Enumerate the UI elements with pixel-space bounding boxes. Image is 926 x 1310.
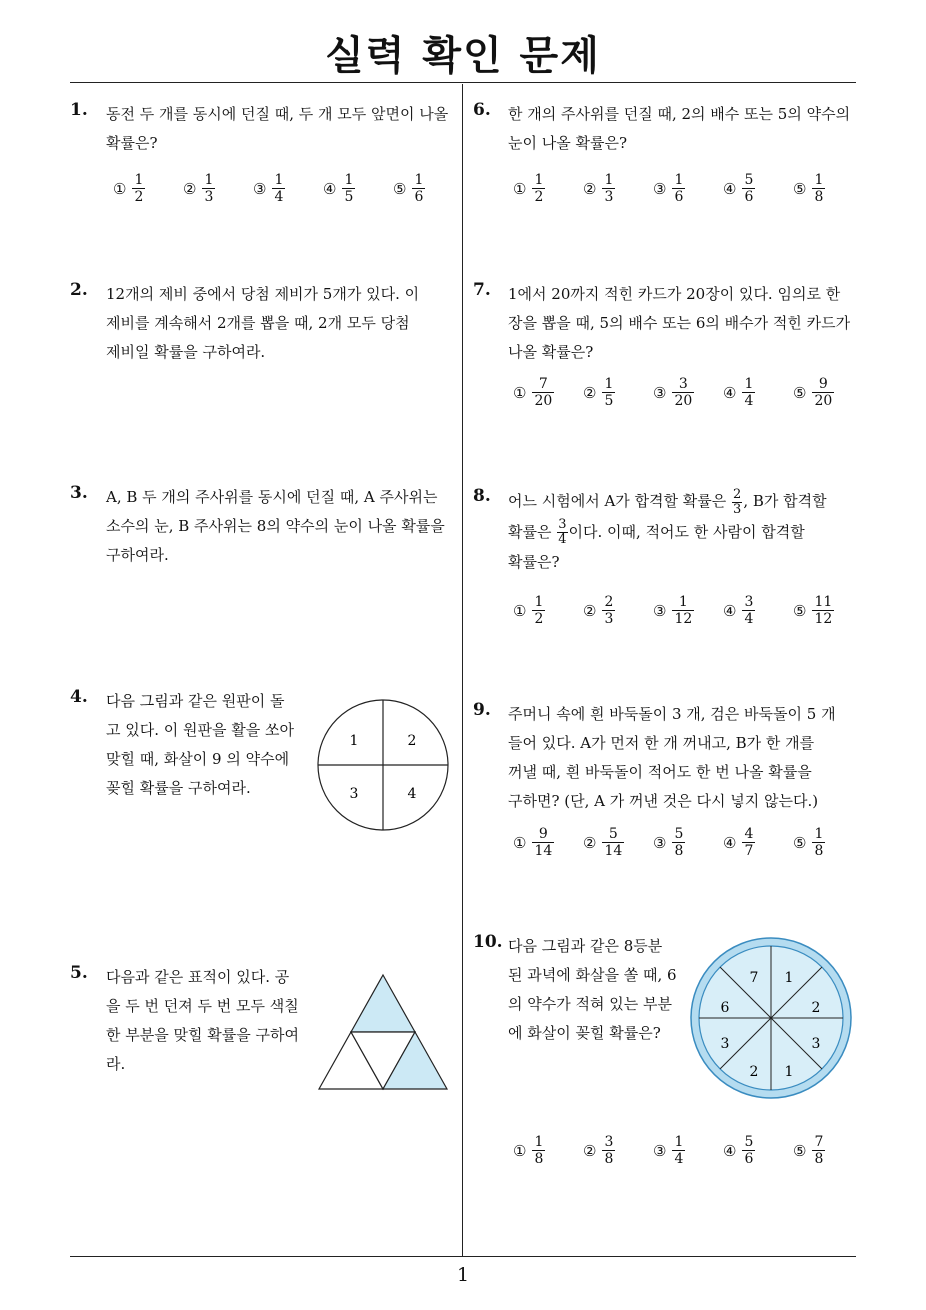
fraction-denominator: 3 <box>604 189 614 205</box>
fraction-numerator: 1 <box>678 594 688 610</box>
choice-fraction <box>532 376 554 409</box>
question-text: 12개의 제비 중에서 당첨 제비가 5개가 있다. 이 <box>106 285 420 303</box>
choice-marker: ① <box>113 179 127 198</box>
question-9 <box>473 700 863 816</box>
question-text: 어느 시험에서 A가 합격할 확률은 <box>508 492 732 510</box>
fraction-numerator: 7 <box>814 1134 824 1150</box>
fraction-numerator: 2 <box>604 594 614 610</box>
choice-fraction <box>532 826 554 859</box>
fraction-numerator: 5 <box>608 826 618 842</box>
choice-4[interactable] <box>723 172 755 205</box>
choice-marker: ⑤ <box>393 179 407 198</box>
choice-marker: ⑤ <box>793 601 807 620</box>
question-text: 한 부분을 맞힐 확률을 구하여 <box>106 1026 299 1044</box>
question-text: 1에서 20까지 적힌 카드가 20장이 있다. 임의로 한 <box>508 285 841 303</box>
fraction-numerator: 1 <box>534 594 544 610</box>
fraction-denominator: 2 <box>534 611 544 627</box>
choice-marker: ① <box>513 383 527 402</box>
choice-5[interactable] <box>793 594 834 627</box>
fraction-numerator: 9 <box>538 826 548 842</box>
fraction-numerator: 3 <box>604 1134 614 1150</box>
disc-label: 1 <box>349 733 359 749</box>
choice-3[interactable] <box>653 826 685 859</box>
choice-fraction <box>602 1134 615 1167</box>
choice-fraction <box>532 594 545 627</box>
choice-fraction <box>742 376 755 409</box>
choice-fraction <box>812 1134 825 1167</box>
choice-2[interactable] <box>583 594 615 627</box>
fraction-denominator: 4 <box>744 611 754 627</box>
choice-fraction <box>812 594 834 627</box>
choice-2[interactable] <box>583 376 615 409</box>
question-text: 된 과녁에 화살을 쏠 때, 6 <box>508 966 677 984</box>
choice-marker: ③ <box>253 179 267 198</box>
fraction-numerator: 5 <box>674 826 684 842</box>
choice-fraction <box>132 172 145 205</box>
question-text: 주머니 속에 흰 바둑돌이 3 개, 검은 바둑돌이 5 개 <box>508 705 836 723</box>
question-text: 을 두 번 던져 두 번 모두 색칠 <box>106 997 299 1015</box>
choice-1[interactable] <box>513 172 545 205</box>
fraction-numerator: 3 <box>678 376 688 392</box>
choice-2[interactable] <box>183 172 215 205</box>
choice-marker: ④ <box>723 179 737 198</box>
choice-fraction <box>602 594 615 627</box>
inline-fraction <box>557 518 567 547</box>
choice-fraction <box>672 594 694 627</box>
question-text: 다음 그림과 같은 8등분 <box>508 937 663 955</box>
question-text: 꽂힐 확률을 구하여라. <box>106 779 251 797</box>
fraction-numerator: 1 <box>274 172 284 188</box>
fraction-numerator: 5 <box>744 172 754 188</box>
fraction-numerator: 3 <box>744 594 754 610</box>
fraction-denominator: 6 <box>744 1151 754 1167</box>
choice-fraction <box>742 594 755 627</box>
fraction-numerator: 5 <box>744 1134 754 1150</box>
disc-figure <box>316 698 450 832</box>
fraction-numerator: 2 <box>733 486 742 502</box>
choice-fraction <box>532 1134 545 1167</box>
fraction-numerator: 1 <box>344 172 354 188</box>
question-text: 고 있다. 이 원판을 활을 쏘아 <box>106 721 294 739</box>
question-3 <box>70 483 458 570</box>
question-text: 맞힐 때, 화살이 9 의 약수에 <box>106 750 290 768</box>
fraction-denominator: 4 <box>744 393 754 409</box>
fraction-denominator: 14 <box>534 843 553 859</box>
question-number: 6. <box>473 100 491 120</box>
question-4 <box>70 687 310 803</box>
choice-4[interactable] <box>723 594 755 627</box>
choice-3[interactable] <box>653 1134 685 1167</box>
fraction-denominator: 3 <box>604 611 614 627</box>
choice-fraction <box>412 172 425 205</box>
choice-marker: ② <box>583 833 597 852</box>
choice-fraction <box>672 376 694 409</box>
fraction-denominator: 20 <box>814 393 833 409</box>
choice-3[interactable] <box>653 594 694 627</box>
choice-fraction <box>672 1134 685 1167</box>
choice-fraction <box>812 376 834 409</box>
question-number: 1. <box>70 100 88 120</box>
fraction-denominator: 3 <box>733 501 742 517</box>
choice-marker: ④ <box>723 833 737 852</box>
fraction-denominator: 4 <box>558 532 567 547</box>
question-7 <box>473 280 863 367</box>
choice-5[interactable] <box>793 172 825 205</box>
fraction-denominator: 2 <box>134 189 144 205</box>
fraction-numerator: 1 <box>414 172 424 188</box>
choice-fraction <box>532 172 545 205</box>
choice-marker: ② <box>583 383 597 402</box>
question-text: 다음 그림과 같은 원판이 돌 <box>106 692 285 710</box>
choice-4[interactable] <box>323 172 355 205</box>
choice-3[interactable] <box>653 172 685 205</box>
question-text: 확률은? <box>106 134 158 152</box>
question-text: 소수의 눈, B 주사위는 8의 약수의 눈이 나올 확률을 <box>106 517 445 535</box>
choice-1[interactable] <box>113 172 145 205</box>
choice-2[interactable] <box>583 172 615 205</box>
fraction-denominator: 4 <box>674 1151 684 1167</box>
dartboard-label: 3 <box>720 1036 730 1052</box>
question-text: 한 개의 주사위를 던질 때, 2의 배수 또는 5의 약수의 <box>508 105 851 123</box>
choice-fraction <box>812 172 825 205</box>
question-text: 확률은? <box>508 553 560 571</box>
fraction-numerator: 1 <box>534 1134 544 1150</box>
question-text: 눈이 나올 확률은? <box>508 134 628 152</box>
dartboard-label: 3 <box>811 1036 821 1052</box>
fraction-denominator: 3 <box>204 189 214 205</box>
fraction-numerator: 7 <box>538 376 548 392</box>
fraction-denominator: 20 <box>674 393 693 409</box>
fraction-denominator: 14 <box>604 843 623 859</box>
choice-fraction <box>742 172 755 205</box>
choice-marker: ① <box>513 1141 527 1160</box>
question-text: 동전 두 개를 동시에 던질 때, 두 개 모두 앞면이 나올 <box>106 105 449 123</box>
choice-1[interactable] <box>513 826 554 859</box>
question-text: 나올 확률은? <box>508 343 594 361</box>
page-title: 실력 확인 문제 <box>325 33 601 79</box>
choice-marker: ④ <box>723 1141 737 1160</box>
question-text-line-1 <box>508 486 863 517</box>
triangle-target-figure <box>314 972 452 1092</box>
choice-marker: ③ <box>653 179 667 198</box>
fraction-numerator: 1 <box>534 172 544 188</box>
fraction-numerator: 1 <box>674 172 684 188</box>
question-text: 들어 있다. A가 먼저 한 개 꺼내고, B가 한 개를 <box>508 734 815 752</box>
fraction-denominator: 12 <box>814 611 833 627</box>
fraction-denominator: 12 <box>674 611 693 627</box>
question-number: 2. <box>70 280 88 300</box>
question-text-line-2 <box>508 517 863 548</box>
question-text: 제비를 계속해서 2개를 뽑을 때, 2개 모두 당첨 <box>106 314 410 332</box>
question-6 <box>473 100 863 158</box>
disc-label: 4 <box>407 786 417 802</box>
question-text: 라. <box>106 1055 126 1073</box>
choice-marker: ① <box>513 833 527 852</box>
choice-4[interactable] <box>723 1134 755 1167</box>
question-text: 장을 뽑을 때, 5의 배수 또는 6의 배수가 적힌 카드가 <box>508 314 851 332</box>
choice-4[interactable] <box>723 376 755 409</box>
choice-5[interactable] <box>393 172 425 205</box>
dartboard-label: 1 <box>784 1064 794 1080</box>
page-number: 1 <box>456 1264 470 1286</box>
choice-3[interactable] <box>653 376 694 409</box>
dartboard-label: 2 <box>749 1064 759 1080</box>
choice-fraction <box>602 172 615 205</box>
question-number: 3. <box>70 483 88 503</box>
choice-marker: ② <box>583 1141 597 1160</box>
bottom-divider <box>70 1256 856 1257</box>
fraction-numerator: 1 <box>744 376 754 392</box>
disc-label: 2 <box>407 733 417 749</box>
choice-marker: ③ <box>653 383 667 402</box>
choice-fraction <box>742 826 755 859</box>
choice-fraction <box>672 826 685 859</box>
fraction-denominator: 5 <box>604 393 614 409</box>
choice-marker: ③ <box>653 601 667 620</box>
choice-fraction <box>812 826 825 859</box>
choice-fraction <box>272 172 285 205</box>
fraction-numerator: 1 <box>674 1134 684 1150</box>
fraction-denominator: 4 <box>274 189 284 205</box>
choice-marker: ⑤ <box>793 383 807 402</box>
question-text: A, B 두 개의 주사위를 동시에 던질 때, A 주사위는 <box>106 488 438 506</box>
question-8 <box>473 486 863 577</box>
question-text: 에 화살이 꽂힐 확률은? <box>508 1024 661 1042</box>
choice-fraction <box>672 172 685 205</box>
choice-marker: ① <box>513 179 527 198</box>
choice-1[interactable] <box>513 594 545 627</box>
choice-marker: ② <box>583 601 597 620</box>
fraction-denominator: 8 <box>604 1151 614 1167</box>
question-text: 꺼낼 때, 흰 바둑돌이 적어도 한 번 나올 확률을 <box>508 763 812 781</box>
question-number: 4. <box>70 687 88 707</box>
choice-marker: ⑤ <box>793 179 807 198</box>
choice-5[interactable] <box>793 826 825 859</box>
choice-marker: ③ <box>653 833 667 852</box>
question-text: 이다. 이때, 적어도 한 사람이 합격할 <box>568 522 805 541</box>
fraction-numerator: 1 <box>814 826 824 842</box>
choice-fraction <box>602 826 624 859</box>
choice-5[interactable] <box>793 376 834 409</box>
choice-marker: ④ <box>723 601 737 620</box>
question-number: 8. <box>473 486 491 506</box>
fraction-numerator: 3 <box>558 517 567 532</box>
inline-fraction <box>732 488 742 517</box>
question-1 <box>70 100 458 158</box>
question-text: 구하면? (단, A 가 꺼낸 것은 다시 넣지 않는다.) <box>508 792 819 810</box>
fraction-numerator: 4 <box>744 826 754 842</box>
question-text: 제비일 확률을 구하여라. <box>106 343 266 361</box>
question-number: 5. <box>70 963 88 983</box>
fraction-numerator: 11 <box>814 594 833 610</box>
fraction-numerator: 9 <box>818 376 828 392</box>
question-text: , B가 합격할 <box>743 492 827 510</box>
question-text: 확률은 <box>508 522 557 541</box>
question-number: 10. <box>473 932 503 952</box>
question-number: 9. <box>473 700 491 720</box>
dartboard-figure <box>688 935 854 1101</box>
choice-1[interactable] <box>513 376 554 409</box>
fraction-numerator: 1 <box>814 172 824 188</box>
fraction-denominator: 6 <box>744 189 754 205</box>
question-10 <box>473 932 677 1048</box>
question-number: 7. <box>473 280 491 300</box>
choice-marker: ② <box>183 179 197 198</box>
fraction-denominator: 8 <box>814 1151 824 1167</box>
choice-3[interactable] <box>253 172 285 205</box>
choice-fraction <box>342 172 355 205</box>
column-divider <box>462 84 463 1256</box>
fraction-denominator: 7 <box>744 843 754 859</box>
question-2 <box>70 280 458 367</box>
fraction-denominator: 2 <box>534 189 544 205</box>
choice-marker: ⑤ <box>793 833 807 852</box>
question-5 <box>70 963 310 1079</box>
choice-2[interactable] <box>583 1134 615 1167</box>
fraction-numerator: 1 <box>604 172 614 188</box>
fraction-denominator: 6 <box>414 189 424 205</box>
question-text: 의 약수가 적혀 있는 부분 <box>508 995 672 1013</box>
fraction-numerator: 1 <box>134 172 144 188</box>
question-text: 다음과 같은 표적이 있다. 공 <box>106 968 290 986</box>
choice-1[interactable] <box>513 1134 545 1167</box>
fraction-denominator: 8 <box>814 189 824 205</box>
choice-marker: ④ <box>723 383 737 402</box>
dartboard-label: 7 <box>749 970 759 986</box>
disc-label: 3 <box>349 786 359 802</box>
top-divider <box>70 82 856 83</box>
dartboard-label: 2 <box>811 1000 821 1016</box>
choice-fraction <box>202 172 215 205</box>
fraction-denominator: 8 <box>674 843 684 859</box>
choice-5[interactable] <box>793 1134 825 1167</box>
fraction-denominator: 8 <box>534 1151 544 1167</box>
choice-fraction <box>602 376 615 409</box>
choice-2[interactable] <box>583 826 624 859</box>
fraction-numerator: 1 <box>204 172 214 188</box>
choice-marker: ⑤ <box>793 1141 807 1160</box>
question-text: 구하여라. <box>106 546 169 564</box>
choice-fraction <box>742 1134 755 1167</box>
dartboard-label: 1 <box>784 970 794 986</box>
choice-marker: ③ <box>653 1141 667 1160</box>
choice-4[interactable] <box>723 826 755 859</box>
choice-marker: ② <box>583 179 597 198</box>
fraction-denominator: 6 <box>674 189 684 205</box>
fraction-denominator: 8 <box>814 843 824 859</box>
choice-marker: ④ <box>323 179 337 198</box>
fraction-denominator: 5 <box>344 189 354 205</box>
dartboard-label: 6 <box>720 1000 730 1016</box>
choice-marker: ① <box>513 601 527 620</box>
fraction-numerator: 1 <box>604 376 614 392</box>
fraction-denominator: 20 <box>534 393 553 409</box>
